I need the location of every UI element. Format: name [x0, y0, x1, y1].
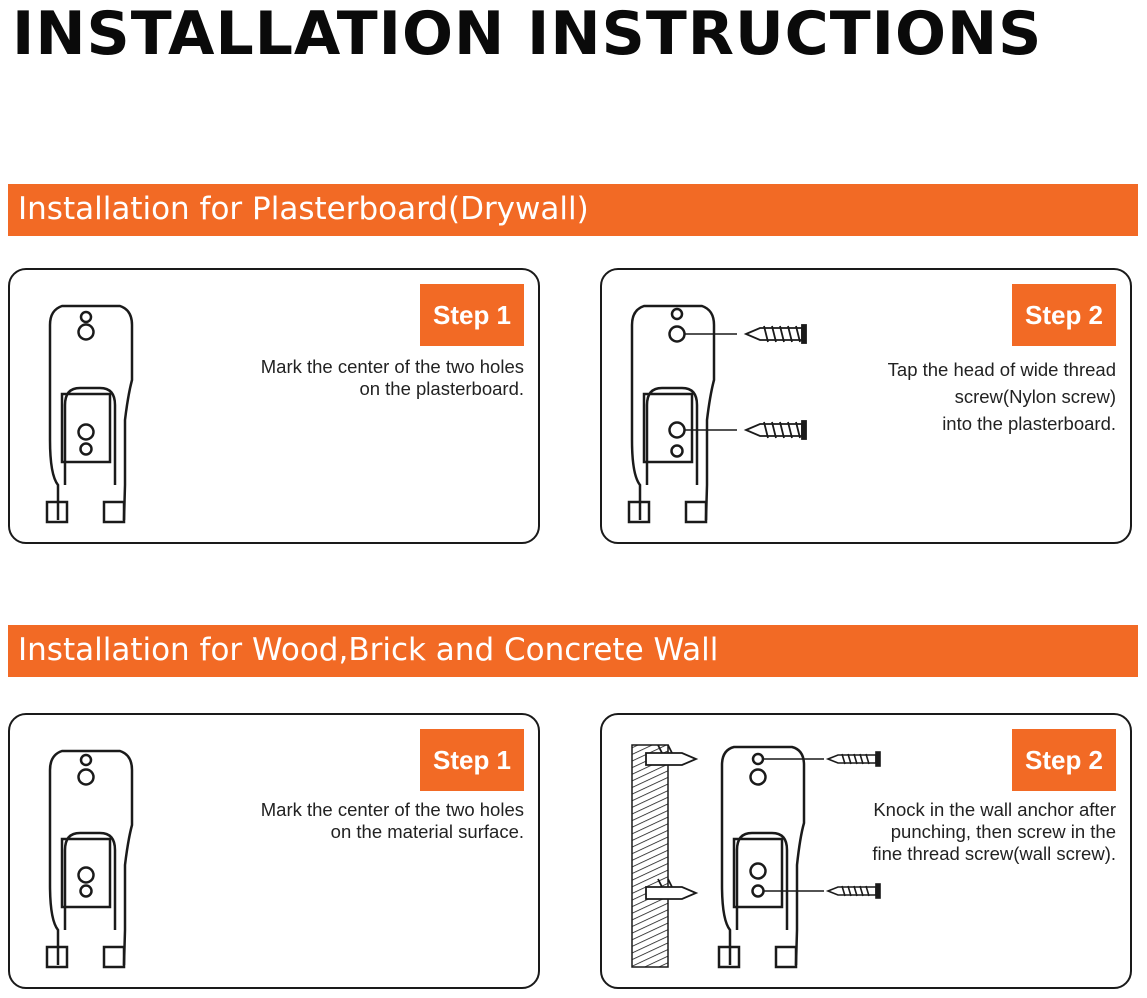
step-text-line: Tap the head of wide thread	[887, 359, 1116, 380]
step-text-line: punching, then screw in the	[890, 821, 1116, 842]
brick-wall-icon	[632, 745, 668, 967]
panel-wall-step-2	[600, 713, 1132, 989]
step-text-line: on the plasterboard.	[359, 378, 524, 399]
section-heading: Installation for Plasterboard(Drywall)	[18, 191, 589, 227]
nylon-screw-icon	[746, 325, 806, 343]
step-text-line: on the material surface.	[330, 821, 524, 842]
step-badge: Step 2	[1012, 284, 1116, 346]
step-text-line: into the plasterboard.	[942, 413, 1116, 434]
panel-plasterboard-step-1	[8, 268, 540, 544]
wall-screw-icon	[828, 884, 880, 898]
step-text-line: fine thread screw(wall screw).	[872, 843, 1116, 864]
step-description	[261, 799, 524, 843]
step-badge: Step 1	[420, 284, 524, 346]
step-description	[261, 356, 524, 400]
section-banner-wood-brick-concrete	[8, 625, 1138, 677]
hanger-bracket-icon	[719, 747, 804, 967]
nylon-screw-icon	[746, 421, 806, 439]
section-banner-plasterboard	[8, 184, 1138, 236]
step-badge: Step 1	[420, 729, 524, 791]
section-heading: Installation for Wood,Brick and Concrete Wall	[18, 632, 719, 668]
panel-wall-step-1	[8, 713, 540, 989]
step-description	[872, 799, 1116, 865]
step-text-line: Knock in the wall anchor after	[873, 799, 1116, 820]
step-text-line: screw(Nylon screw)	[954, 386, 1116, 407]
step-text-line: Mark the center of the two holes	[260, 799, 524, 820]
page-title: INSTALLATION INSTRUCTIONS	[12, 0, 1043, 69]
wall-screw-icon	[828, 752, 880, 766]
step-text-line: Mark the center of the two holes	[260, 356, 524, 377]
step-description	[888, 356, 1116, 437]
step-badge: Step 2	[1012, 729, 1116, 791]
panel-plasterboard-step-2	[600, 268, 1132, 544]
